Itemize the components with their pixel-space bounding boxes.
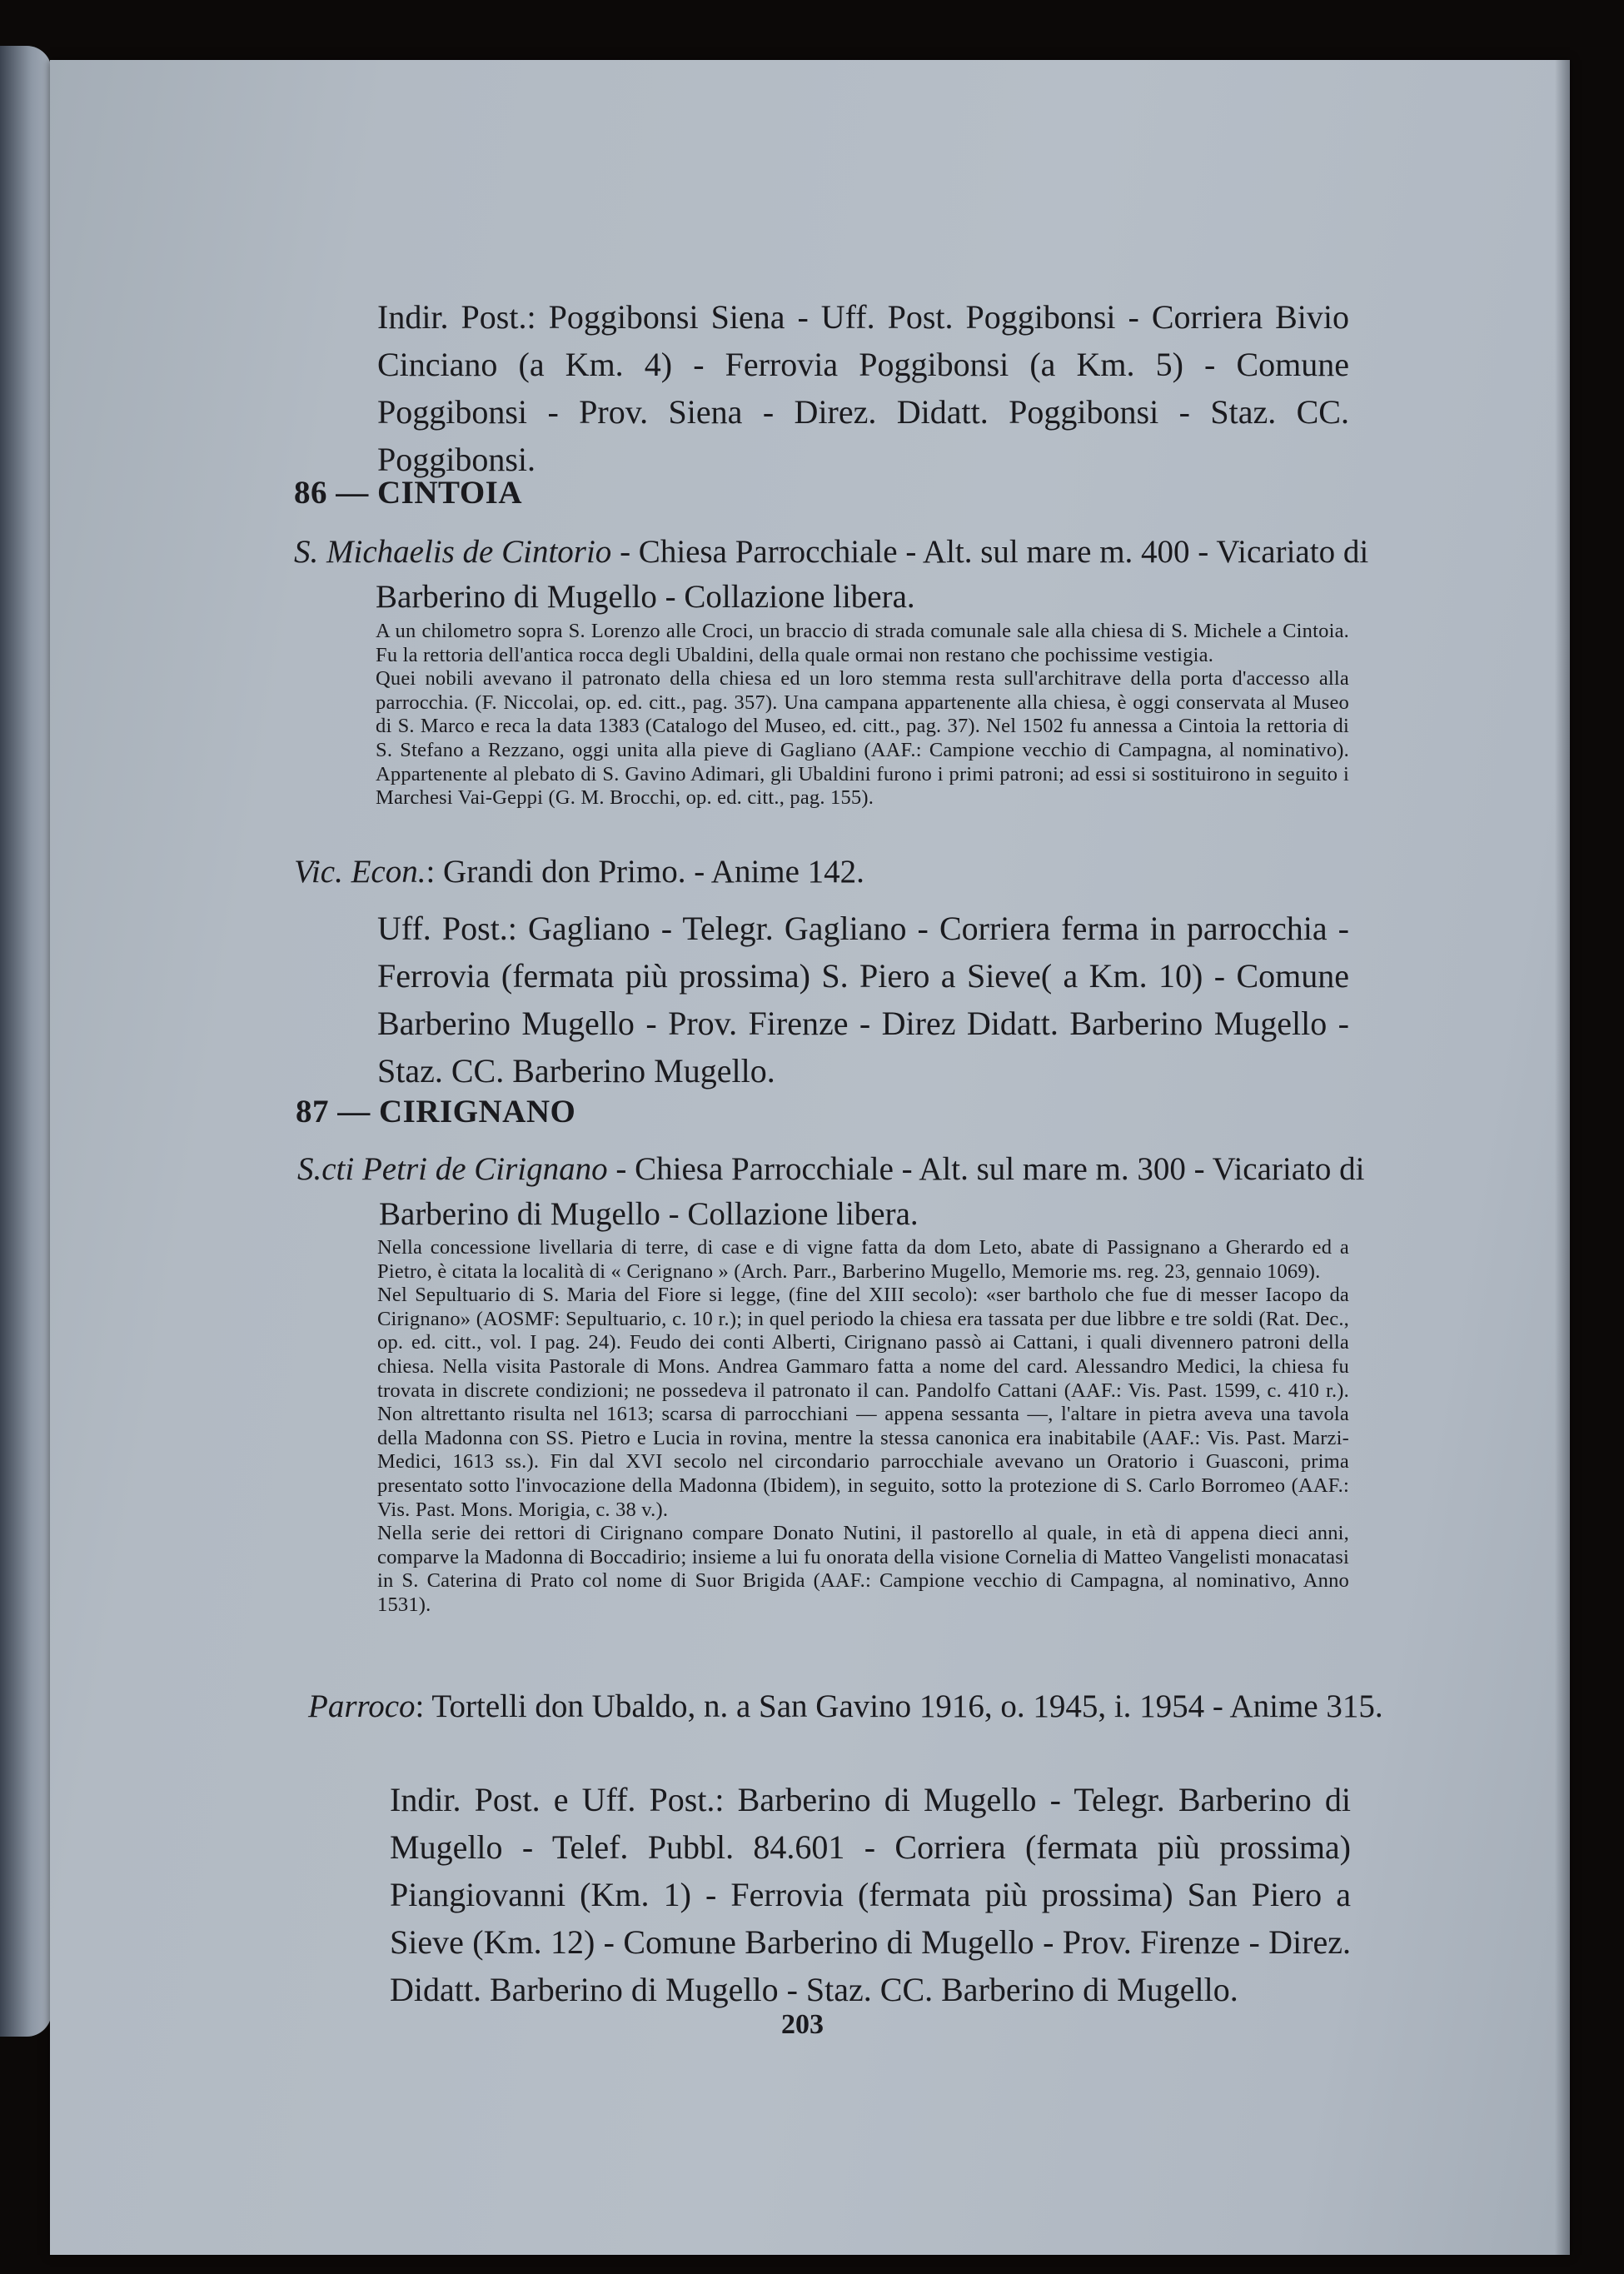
parroco-label: Parroco	[308, 1688, 416, 1724]
church-name: S.cti Petri de Cirignano	[297, 1151, 608, 1187]
church-title-cirignano	[297, 1147, 1431, 1237]
church-details: - Chiesa Parrocchiale - Alt. sul mare m. 300 - Vicariato di Barberino di Mugello - Collazione libera.	[379, 1151, 1365, 1232]
vicar-label: Vic. Econ.	[294, 854, 426, 890]
note-paragraph: Nella serie dei rettori di Cirignano compare Donato Nutini, il pastorello al quale, in età di appena dieci anni, comparve la Madonna di Boccadirio; insieme a lui fu onorata della visione Cornelia di Matteo Vangelisti monacatasi in S. Caterina di Prato col nome di Suor Brigida (AAF.: Campione vecchio di Campagna, al nominativo, Anno 1531).	[377, 1522, 1349, 1616]
note-paragraph: A un chilometro sopra S. Lorenzo alle Croci, un braccio di strada comunale sale alla chiesa di S. Michele a Cintoia. Fu la rettoria dell'antica rocca degli Ubaldini, della quale ormai non restano che pochissime vestigia.	[376, 620, 1349, 666]
historical-notes-cintoia	[376, 620, 1349, 810]
left-page-edge	[0, 46, 52, 2037]
book-page	[50, 60, 1570, 2255]
section-heading-cintoia: 86 — CINTOIA	[294, 475, 522, 511]
note-paragraph: Nella concessione livellaria di terre, di case e di vigne fatta da dom Leto, abate di Passignano a Gherardo ed a Pietro, è citata la località di « Cerignano » (Arch. Parr., Barberino Mugello, Memorie ms. reg. 23, gennaio 1069).	[377, 1236, 1349, 1283]
parroco-text: : Tortelli don Ubaldo, n. a San Gavino 1916, o. 1945, i. 1954 - Anime 315.	[415, 1688, 1383, 1724]
church-name: S. Michaelis de Cintorio	[294, 534, 612, 570]
vicar-line-cintoia	[294, 853, 864, 890]
intro-address: Indir. Post.: Poggibonsi Siena - Uff. Post. Poggibonsi - Corriera Bivio Cinciano (a Km. 4) - Ferrovia Poggibonsi (a Km. 5) - Comune Poggibonsi - Prov. Siena - Direz. Didatt. Poggibonsi - Staz. CC. Poggibonsi.	[377, 298, 1349, 478]
page-number: 203	[781, 2009, 824, 2040]
address-cirignano: Indir. Post. e Uff. Post.: Barberino di Mugello - Telegr. Barberino di Mugello - Telef. Pubbl. 84.601 - Corriera (fermata più prossima) Piangiovanni (Km. 1) - Ferrovia (fermata più prossima) San Piero a Sieve (Km. 12) - Comune Barberino di Mugello - Prov. Firenze - Direz. Didatt. Barberino di Mugello - Staz. CC. Barberino di Mugello.	[390, 1781, 1351, 2008]
church-title-cintoia	[294, 530, 1431, 620]
note-paragraph: Quei nobili avevano il patronato della chiesa ed un loro stemma resta sull'architrave della porta d'accesso alla parrocchia. (F. Niccolai, op. ed. citt., pag. 357). Una campana appartenente alla chiesa, è oggi conservata al Museo di S. Marco e reca la data 1383 (Catalogo del Museo, ed. citt., pag. 37). Nel 1502 fu annessa a Cintoia la rettoria di S. Stefano a Rezzano, oggi unita alla pieve di Gagliano (AAF.: Campione vecchio di Campagna, al nominativo). Appartenente al plebato di S. Gavino Adimari, gli Ubaldini furono i primi patroni; ad essi si sostituirono in seguito i Marchesi Vai-Geppi (G. M. Brocchi, op. ed. citt., pag. 155).	[376, 667, 1349, 810]
church-details: - Chiesa Parrocchiale - Alt. sul mare m. 400 - Vicariato di Barberino di Mugello - Collazione libera.	[376, 534, 1369, 615]
historical-notes-cirignano	[377, 1236, 1349, 1618]
note-paragraph: Nel Sepultuario di S. Maria del Fiore si legge, (fine del XIII secolo): «ser bartholo che fue di messer Iacopo da Cirignano» (AOSMF: Sepultuario, c. 10 r.); in quel periodo la chiesa era tassata per due libbre e tre soldi (Rat. Dec., op. ed. citt., vol. I pag. 24). Feudo dei conti Alberti, Cirignano passò ai Cattani, i quali divennero patroni della chiesa. Nella visita Pastorale di Mons. Andrea Gammaro fatta a nome del card. Alessandro Medici, la chiesa fu trovata in discrete condizioni; ne possedeva il patronato il can. Pandolfo Cattani (AAF.: Vis. Past. 1599, c. 410 r.). Non altrettanto risulta nel 1613; scarsa di parrocchiani — appena sessanta —, l'altare in pietra aveva una tavola della Madonna con SS. Pietro e Lucia in rovina, mentre la stessa canonica era inabitabile (AAF.: Vis. Past. Marzi-Medici, 1613 ss.). Fin dal XVI secolo nel circondario parrocchiale avevano un Oratorio i Guasconi, prima presentato sotto l'invocazione della Madonna (Ibidem), in seguito, sotto la protezione di S. Carlo Borromeo (AAF.: Vis. Past. Mons. Morigia, c. 38 v.).	[377, 1284, 1349, 1521]
section-heading-cirignano: 87 — CIRIGNANO	[296, 1094, 576, 1130]
address-cintoia: Uff. Post.: Gagliano - Telegr. Gagliano - Corriera ferma in parrocchia - Ferrovia (fermata più prossima) S. Piero a Sieve( a Km. 10) - Comune Barberino Mugello - Prov. Firenze - Direz Didatt. Barberino Mugello - Staz. CC. Barberino Mugello.	[377, 910, 1349, 1090]
parroco-line-cirignano	[308, 1684, 1432, 1729]
vicar-text: : Grandi don Primo. - Anime 142.	[426, 854, 864, 890]
